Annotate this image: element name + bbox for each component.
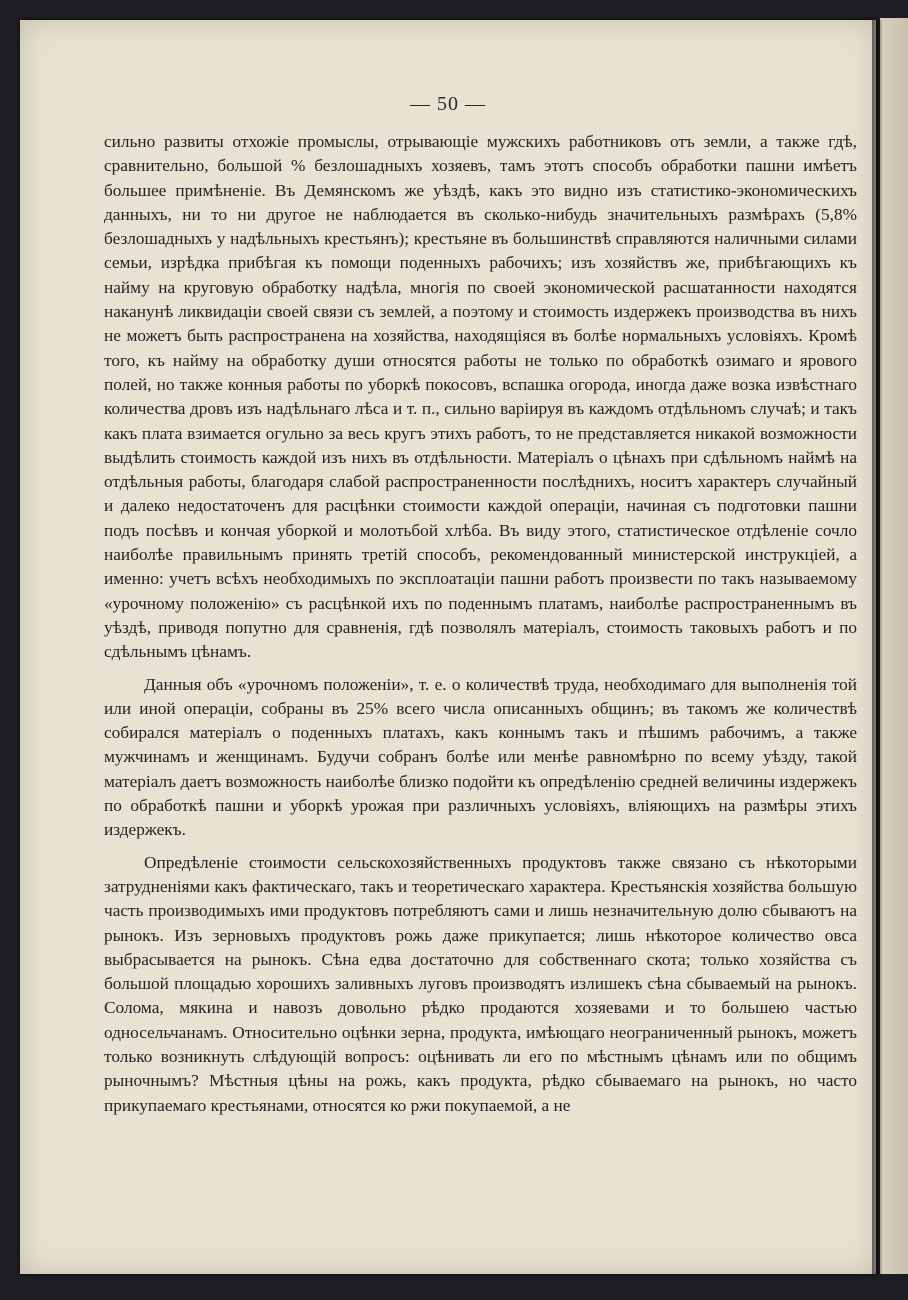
binding-shadow [872,20,882,1274]
book-page [20,20,876,1274]
paragraph-2: Данныя объ «урочномъ положеніи», т. е. о количествѣ труда, необходимаго для выполненія той или иной операціи, собраны въ 25% всего числа описанныхъ общинъ; въ такомъ же количествѣ собирался матеріалъ о поденныхъ платахъ, какъ коннымъ такъ и пѣшимъ рабочимъ, а также мужчинамъ и женщинамъ. Будучи собранъ болѣе или менѣе равномѣрно по всему уѣзду, такой матеріалъ даетъ возможность наиболѣе близко подойти къ опредѣленію средней величины издержекъ по обработкѣ пашни и уборкѣ урожая при различныхъ условіяхъ, вліяющихъ на размѣры этихъ издержекъ. [104,674,857,840]
paragraph-3: Опредѣленіе стоимости сельскохозяйственныхъ продуктовъ также связано съ нѣкоторыми затрудненіями какъ фактическаго, такъ и теоретическаго характера. Крестьянскія хозяйства большую часть производимыхъ ими продуктовъ потребляютъ сами и лишь незначительную долю сбываютъ на рынокъ. Изъ зерновыхъ продуктовъ рожь даже прикупается; лишь нѣкоторое количество овса выбрасывается на рынокъ. Сѣна едва достаточно для собственнаго скота; только хозяйства съ большой площадью хорошихъ заливныхъ луговъ производятъ излишекъ сѣна сбываемый на рынокъ. Солома, мякина и навозъ довольно рѣдко продаются хозяевами и то большею частью односельчанамъ. Относительно оцѣнки зерна, продукта, имѣющаго неограниченный рынокъ, можетъ только возникнуть слѣдующій вопросъ: оцѣнивать ли его по мѣстнымъ цѣнамъ или по общимъ рыночнымъ? Мѣстныя цѣны на рожь, какъ продукта, рѣдко сбываемаго на рынокъ, но часто прикупаемаго крестьянами, относятся ко ржи покупаемой, а не [104,852,857,1115]
page-number: — 50 — [410,93,486,115]
adjacent-page-edge [880,18,908,1274]
paragraph-1: сильно развиты отхожіе промыслы, отрывающіе мужскихъ работниковъ отъ земли, а также гдѣ, сравнительно, большой % безлошадныхъ хозяевъ, тамъ этотъ способъ обработки пашни имѣетъ большее примѣненіе. Въ Демянскомъ же уѣздѣ, какъ это видно изъ статистико-экономическихъ данныхъ, ни то ни другое не наблюдается въ сколько-нибудь значительныхъ размѣрахъ (5,8% безлошадныхъ у надѣльныхъ крестьянъ); крестьяне въ большинствѣ справляются наличными силами семьи, изрѣдка прибѣгая къ помощи поденныхъ рабочихъ; изъ хозяйствъ же, прибѣгающихъ къ найму на круговую обработку надѣла, многія по своей экономической расшатанности находятся наканунѣ ликвидаціи своей связи съ землей, а поэтому и стоимость издержекъ производства въ нихъ не можетъ быть распространена на хозяйства, находящіяся въ болѣе нормальныхъ условіяхъ. Кромѣ того, къ найму на обработку души относятся работы не только по обработкѣ озимаго и ярового полей, но также конныя работы по уборкѣ покосовъ, вспашка огорода, иногда даже возка извѣстнаго количества дровъ изъ надѣльнаго лѣса и т. п., сильно варіируя въ каждомъ отдѣльномъ случаѣ; и такъ какъ плата взимается огульно за весь кругъ этихъ работъ, то не представляется никакой возможности выдѣлить стоимость каждой изъ нихъ въ отдѣльности. Матеріалъ о цѣнахъ при сдѣльномъ наймѣ на отдѣльныя работы, благодаря слабой распространенности послѣднихъ, носитъ характеръ случайный и далеко недостаточенъ для расцѣнки стоимости каждой операціи, начиная съ подготовки пашни подъ посѣвъ и кончая уборкой и молотьбой хлѣба. Въ виду этого, статистическое отдѣленіе сочло наиболѣе правильнымъ принять третій способъ, рекомендованный министерской инструкціей, а именно: учетъ всѣхъ необходимыхъ по эксплоатаціи пашни работъ произвести по такъ называемому «урочному положенію» съ расцѣнкой ихъ по поденнымъ платамъ, наиболѣе распространеннымъ въ уѣздѣ, приводя попутно для сравненія, гдѣ позволялъ матеріалъ, стоимость таковыхъ работъ и по сдѣльнымъ цѣнамъ. [104,132,857,662]
page-body-text [104,130,857,1126]
